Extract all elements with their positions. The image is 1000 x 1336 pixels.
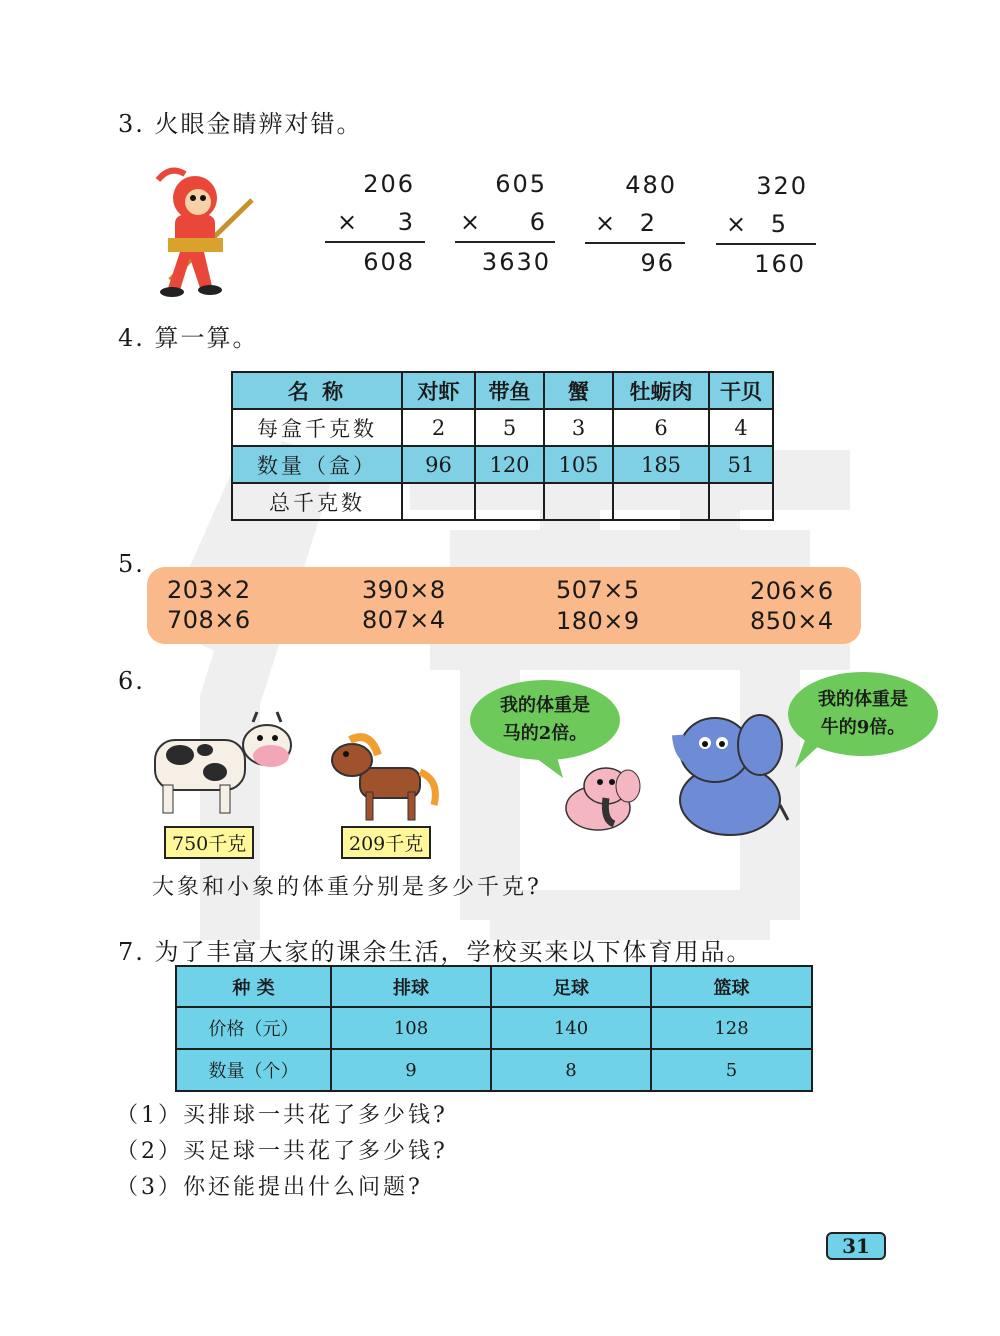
row-label: 价格（元） (176, 1007, 331, 1049)
mul-multiplier: 2 (639, 209, 657, 237)
table-row (176, 1007, 812, 1049)
expression: 708×6 (167, 606, 251, 634)
table-header-cell: 牡蛎肉 (613, 372, 709, 409)
q4-title: 4. 算一算。 (118, 324, 259, 352)
speech-bubble-small-elephant (470, 680, 620, 760)
table-header-row (176, 966, 812, 1007)
table-cell: 96 (402, 446, 475, 483)
table-cell: 128 (651, 1007, 812, 1049)
row-label: 每盒千克数 (232, 409, 402, 446)
table-cell: 3 (544, 409, 613, 446)
mul-multiplier: 6 (529, 208, 547, 236)
table-cell: 185 (613, 446, 709, 483)
cow-weight-tag: 750千克 (164, 826, 254, 859)
row-label: 数量（盒） (232, 446, 402, 483)
mul-line (325, 241, 425, 243)
table-row (232, 446, 773, 483)
times-sign: × (337, 208, 360, 236)
expression: 807×4 (362, 606, 446, 634)
expression: 203×2 (167, 576, 251, 604)
table-row (232, 483, 773, 520)
table-row (176, 1049, 812, 1091)
small-elephant-illustration (548, 760, 643, 835)
times-sign: × (460, 208, 483, 236)
mul-top: 480 (625, 171, 677, 199)
table-header-row (232, 372, 773, 409)
table-cell: 108 (331, 1007, 491, 1049)
mul-line (585, 242, 685, 244)
times-sign: × (595, 209, 618, 237)
mul-top: 605 (495, 170, 547, 198)
expression: 507×5 (556, 576, 640, 604)
table-header-cell: 名 称 (232, 372, 402, 409)
expression: 180×9 (556, 607, 640, 635)
table-cell: 9 (331, 1049, 491, 1091)
table-header-cell: 篮球 (651, 966, 812, 1007)
answer-cell[interactable] (475, 483, 544, 520)
mul-result: 160 (754, 250, 806, 278)
table-cell: 140 (491, 1007, 651, 1049)
expression: 850×4 (750, 607, 834, 635)
table-cell: 8 (491, 1049, 651, 1091)
mul-top: 206 (363, 170, 415, 198)
times-sign: × (726, 210, 749, 238)
answer-cell[interactable] (544, 483, 613, 520)
answer-cell[interactable] (709, 483, 773, 520)
monkey-king-illustration (140, 160, 260, 300)
table-header-cell: 带鱼 (475, 372, 544, 409)
table-cell: 5 (475, 409, 544, 446)
q3-title: 3. 火眼金睛辨对错。 (118, 110, 363, 138)
bubble-line: 马的2倍。 (502, 723, 588, 744)
mul-result: 608 (363, 248, 415, 276)
q5-title: 5. (118, 550, 145, 578)
row-label: 总千克数 (232, 483, 402, 520)
horse-weight-tag: 209千克 (341, 826, 431, 859)
table-header-cell: 足球 (491, 966, 651, 1007)
mul-result: 96 (640, 249, 675, 277)
mul-line (455, 241, 555, 243)
q7-subquestion-3: （3）你还能提出什么问题? (116, 1175, 423, 1200)
q7-subquestion-1: （1）买排球一共花了多少钱? (116, 1103, 448, 1128)
table-header-cell: 干贝 (709, 372, 773, 409)
q6-title: 6. (118, 667, 145, 695)
table-cell: 2 (402, 409, 475, 446)
table-header-cell: 蟹 (544, 372, 613, 409)
table-header-cell: 对虾 (402, 372, 475, 409)
table-header-cell: 种 类 (176, 966, 331, 1007)
table-cell: 51 (709, 446, 773, 483)
bubble-line: 我的体重是 (500, 695, 590, 716)
cow-illustration (145, 710, 295, 820)
answer-cell[interactable] (402, 483, 475, 520)
bubble-line: 我的体重是 (818, 689, 908, 710)
bubble-tail-icon (795, 740, 825, 770)
q6-question: 大象和小象的体重分别是多少千克? (152, 875, 542, 900)
table-cell: 120 (475, 446, 544, 483)
table-cell: 105 (544, 446, 613, 483)
mul-multiplier: 5 (770, 210, 788, 238)
expression: 206×6 (750, 577, 834, 605)
mul-line (716, 243, 816, 245)
sports-table (175, 965, 813, 1092)
table-row (232, 409, 773, 446)
big-elephant-illustration (660, 705, 790, 840)
page-number: 31 (826, 1232, 886, 1260)
table-header-cell: 排球 (331, 966, 491, 1007)
seafood-table (231, 371, 774, 521)
bubble-line: 牛的9倍。 (820, 717, 906, 738)
mul-multiplier: 3 (397, 208, 415, 236)
row-label: 数量（个） (176, 1049, 331, 1091)
horse-illustration (330, 730, 450, 825)
mul-top: 320 (756, 172, 808, 200)
table-cell: 6 (613, 409, 709, 446)
expression: 390×8 (362, 576, 446, 604)
table-cell: 4 (709, 409, 773, 446)
answer-cell[interactable] (613, 483, 709, 520)
table-cell: 5 (651, 1049, 812, 1091)
q7-title: 7. 为了丰富大家的课余生活，学校买来以下体育用品。 (118, 938, 753, 966)
mul-result: 3630 (481, 248, 551, 276)
q7-subquestion-2: （2）买足球一共花了多少钱? (116, 1139, 448, 1164)
